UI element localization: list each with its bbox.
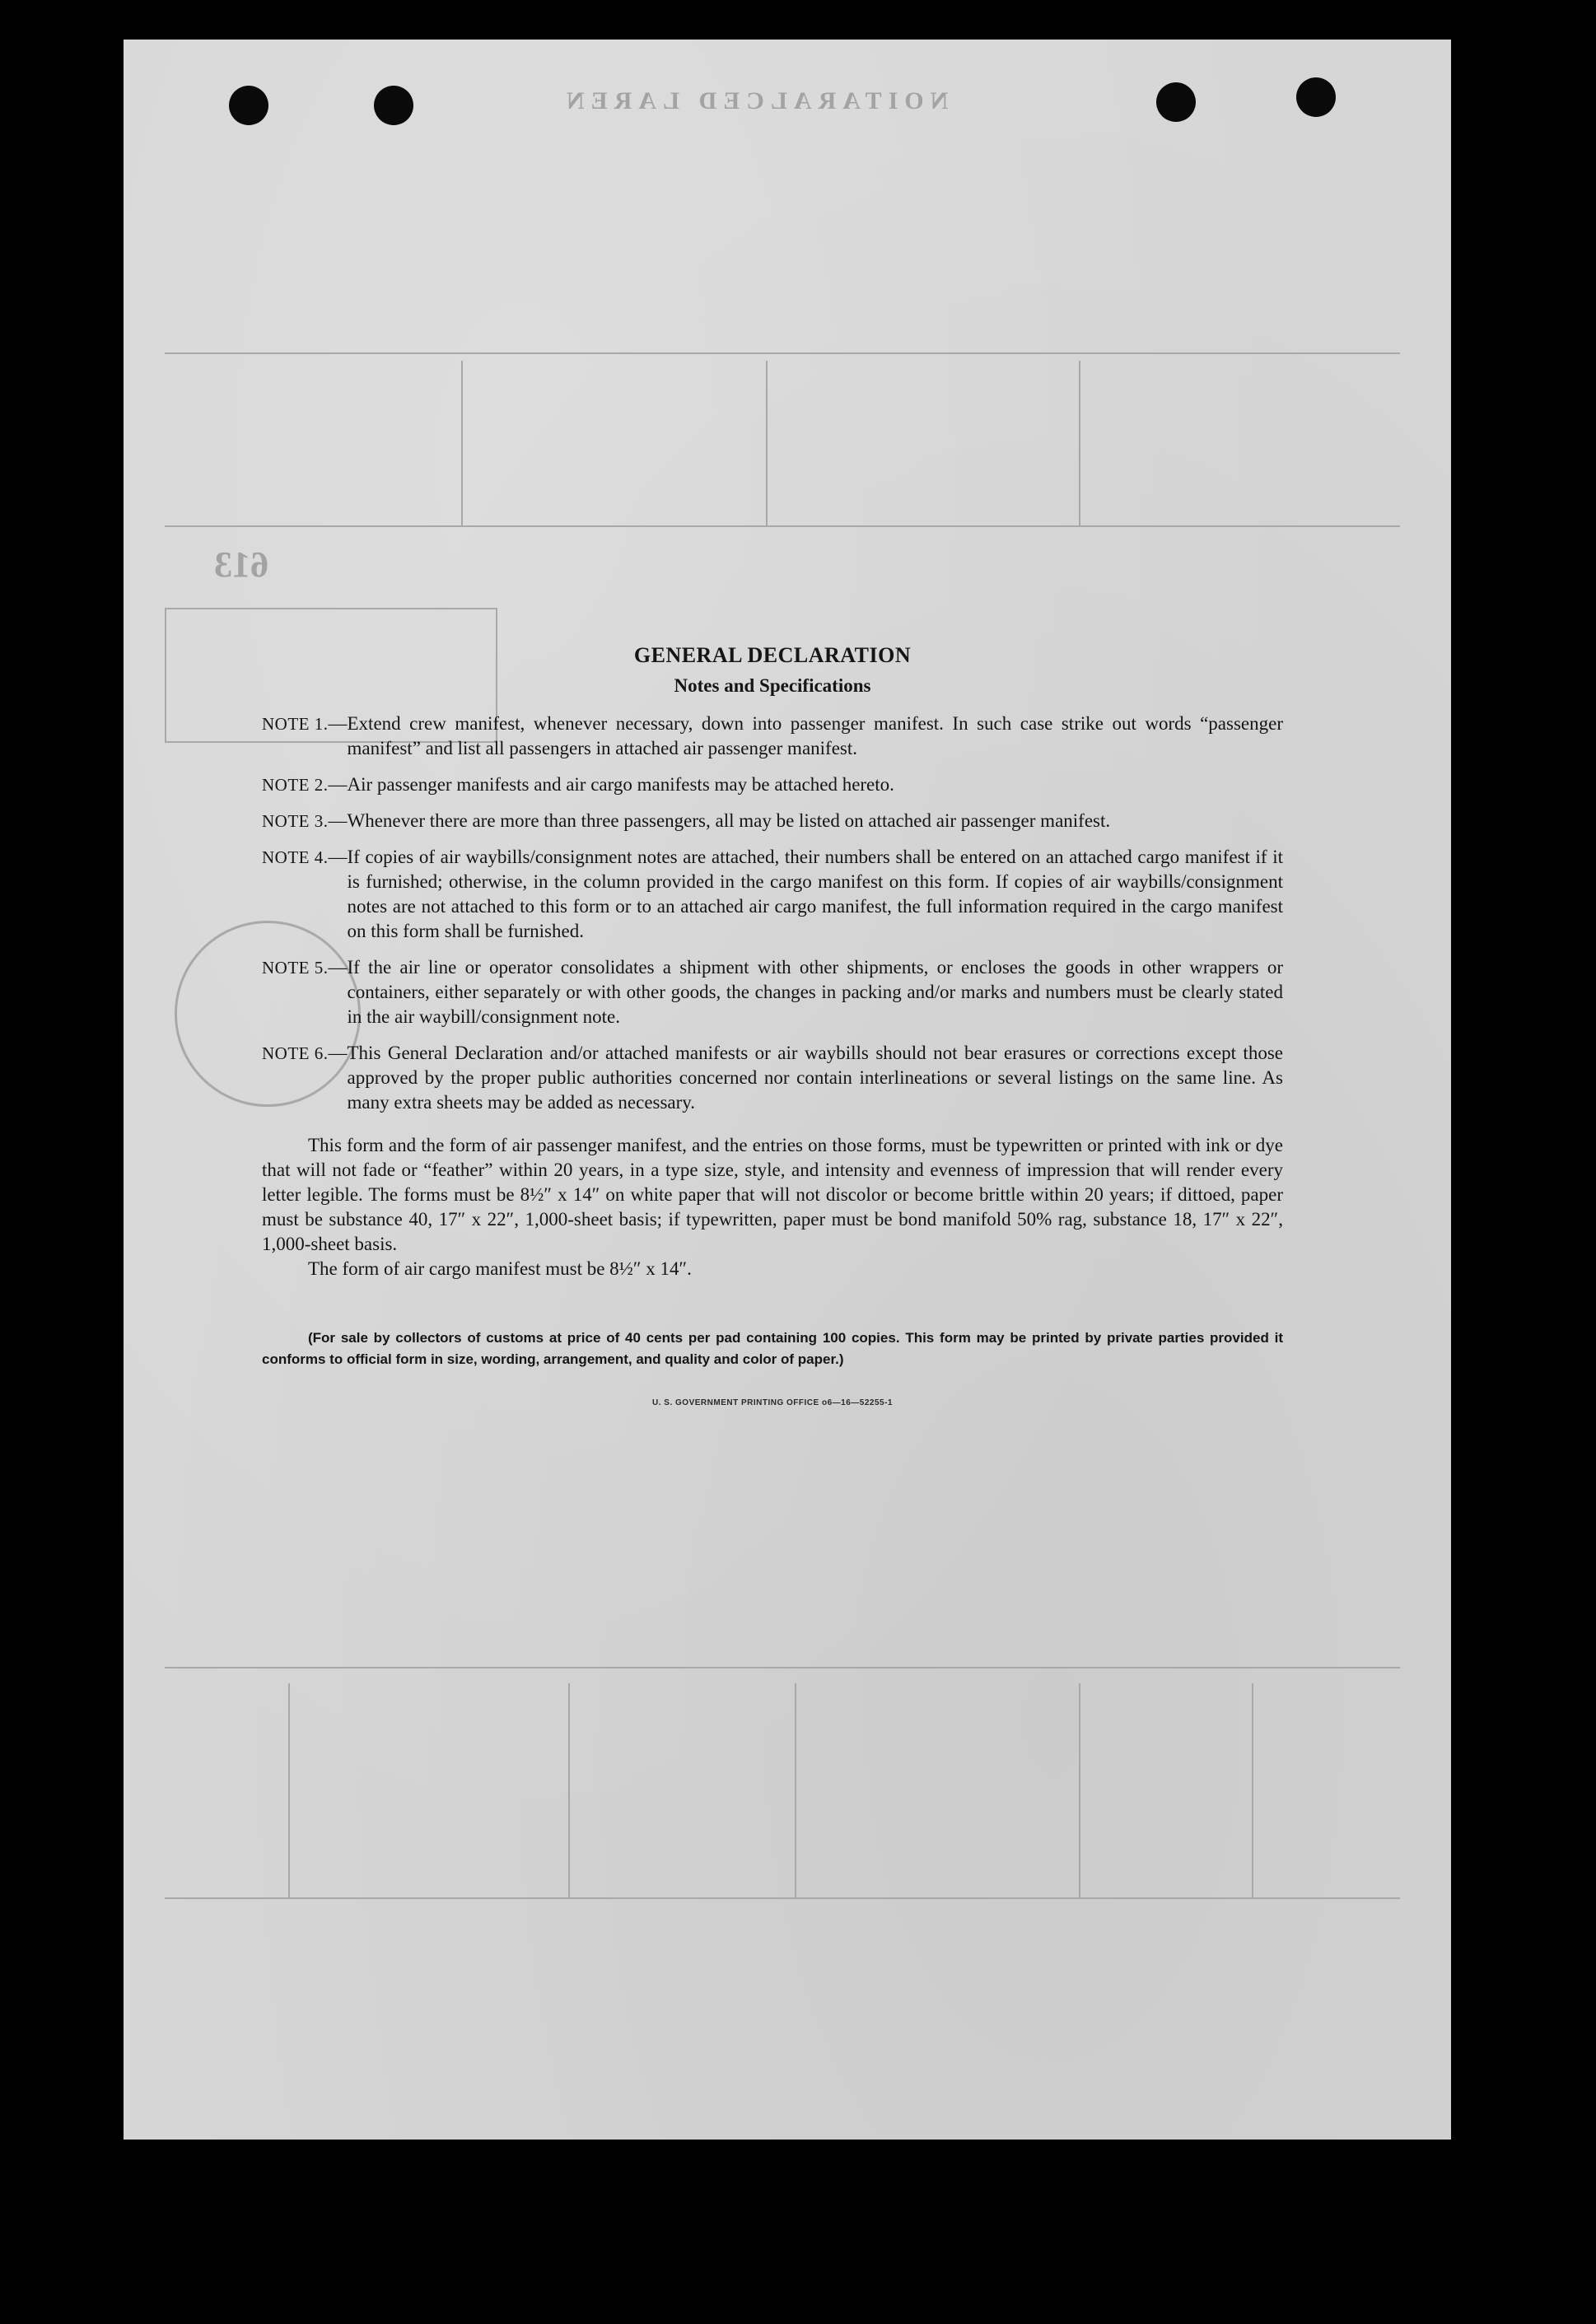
bleed-through-rule bbox=[766, 361, 768, 525]
bleed-through-rule bbox=[1252, 1683, 1253, 1897]
bleed-through-rule bbox=[461, 361, 463, 525]
page-subtitle: Notes and Specifications bbox=[674, 675, 871, 696]
note-6 bbox=[262, 1041, 1283, 1115]
note-label: NOTE 1. bbox=[262, 714, 329, 734]
note-text: This General Declaration and/or attached manifests or air waybills should not bear erasures or corrections except those approved by the proper public authorities concerned nor contain interlineations or several listings on the same line. As many extra sheets may be added as necessary. bbox=[347, 1043, 1283, 1113]
note-3 bbox=[262, 809, 1283, 833]
bleed-through-rule bbox=[1079, 1683, 1080, 1897]
punch-hole bbox=[1156, 82, 1196, 122]
bleed-through-rule bbox=[1079, 361, 1080, 525]
note-dash: — bbox=[328, 810, 348, 831]
cargo-manifest-size-note: The form of air cargo manifest must be 8½″ x 14″. bbox=[308, 1258, 692, 1279]
punch-hole bbox=[374, 86, 413, 125]
note-4 bbox=[262, 845, 1283, 944]
note-2 bbox=[262, 772, 1283, 797]
note-dash: — bbox=[328, 847, 348, 867]
bleed-through-rule bbox=[568, 1683, 570, 1897]
printer-imprint: U. S. GOVERNMENT PRINTING OFFICE o6—16—52255-1 bbox=[652, 1398, 893, 1407]
bleed-through-heading: NOITARALCED LAREN bbox=[560, 87, 949, 114]
note-label: NOTE 3. bbox=[262, 811, 329, 831]
bleed-through-rule bbox=[165, 352, 1400, 354]
note-label: NOTE 2. bbox=[262, 775, 329, 795]
note-dash: — bbox=[328, 957, 348, 978]
bleed-through-rule bbox=[288, 1683, 290, 1897]
note-dash: — bbox=[328, 1043, 348, 1063]
note-1 bbox=[262, 712, 1283, 761]
bleed-through-rule bbox=[165, 1897, 1400, 1899]
bleed-through-rule bbox=[165, 1667, 1400, 1668]
note-text: Extend crew manifest, whenever necessary, down into passenger manifest. In such case strike out words “passenger manifest” and list all passengers in attached air passenger manifest. bbox=[347, 713, 1283, 758]
note-label: NOTE 6. bbox=[262, 1043, 329, 1063]
punch-hole bbox=[1296, 77, 1336, 117]
document-page bbox=[124, 40, 1451, 2140]
notes-list bbox=[262, 712, 1283, 1115]
note-label: NOTE 5. bbox=[262, 958, 329, 978]
general-declaration bbox=[262, 639, 1283, 1407]
note-text: If the air line or operator consolidates a shipment with other shipments, or encloses the goods in other wrappers or containers, either separately or with other goods, the changes in packing and/or marks and numbers must be clearly stated in the air waybill/consignment note. bbox=[347, 957, 1283, 1027]
bleed-through-rule bbox=[165, 525, 1400, 527]
bleed-through-number: 613 bbox=[214, 544, 268, 585]
note-5 bbox=[262, 955, 1283, 1029]
note-label: NOTE 4. bbox=[262, 847, 329, 867]
note-text: Whenever there are more than three passengers, all may be listed on attached air passenger manifest. bbox=[347, 810, 1111, 831]
bleed-through-rule bbox=[795, 1683, 796, 1897]
note-text: Air passenger manifests and air cargo manifests may be attached hereto. bbox=[347, 774, 894, 795]
note-dash: — bbox=[328, 713, 348, 734]
note-dash: — bbox=[328, 774, 348, 795]
specifications-paragraph: This form and the form of air passenger manifest, and the entries on those forms, must be typewritten or printed with ink or dye that will not fade or “feather” within 20 years, in a type size, style, and intensity and evenness of impression that will render every letter legible. The forms must be 8½″ x 14″ on white paper that will not discolor or become brittle within 20 years; if dittoed, paper must be substance 40, 17″ x 22″, 1,000-sheet basis; if typewritten, paper must be bond manifold 50% rag, substance 18, 17″ x 22″, 1,000-sheet basis. bbox=[262, 1135, 1283, 1254]
page-title: GENERAL DECLARATION bbox=[633, 643, 912, 667]
note-text: If copies of air waybills/consignment notes are attached, their numbers shall be entered on an attached cargo manifest if it is furnished; otherwise, in the column provided in the cargo manifest on this form. If copies of air waybills/consignment notes are not attached to this form or to an attached air cargo manifest, the full information required in the cargo manifest on this form shall be furnished. bbox=[347, 847, 1283, 941]
punch-hole bbox=[229, 86, 268, 125]
sale-note: (For sale by collectors of customs at price of 40 cents per pad containing 100 copies. This form may be printed by private parties provided it conforms to official form in size, wording, arrangement, and quality and color of paper.) bbox=[262, 1330, 1283, 1367]
